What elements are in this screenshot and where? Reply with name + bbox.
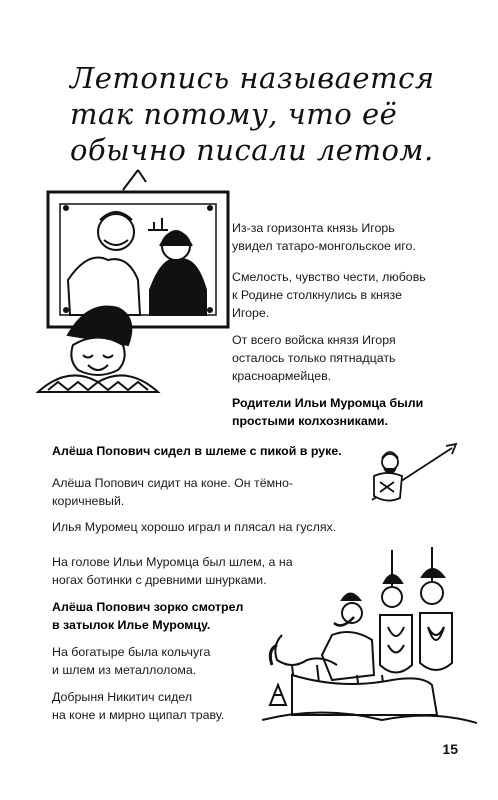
text-line: к Родине столкнулись в князе [232,288,402,302]
portrait-illustration [28,160,238,400]
alyosha-spear-illustration [362,440,462,510]
handwritten-heading [70,60,470,168]
paragraph [232,219,416,255]
text-line: Родители Ильи Муромца были [232,396,424,410]
paragraph-bold [52,598,243,634]
text-line: красноармейцев. [232,369,332,383]
text-line: ногах ботинки с древними шнурками. [52,573,267,587]
text-line: Добрыня Никитич сидел [52,690,193,704]
paragraph-bold [52,442,342,460]
heading-line: Летопись называется [70,61,435,95]
text-line: в затылок Илье Муромцу. [52,618,211,632]
paragraph [232,268,426,322]
paragraph [52,474,293,510]
heading-line: так потому, что её [70,97,398,131]
text-line: Из-за горизонта князь Игорь [232,221,395,235]
paragraph [52,643,210,679]
text-line: Алёша Попович сидел в шлеме с пикой в руке. [52,444,342,458]
text-line: и шлем из металлолома. [52,663,197,677]
paragraph [52,553,293,589]
text-line: Смелость, чувство чести, любовь [232,270,426,284]
bogatyrs-illustration [262,535,477,730]
text-line: От всего войска князя Игоря [232,333,396,347]
text-line: Игоре. [232,306,270,320]
text-line: На голове Ильи Муромца был шлем, а на [52,555,293,569]
paragraph [232,331,396,385]
text-line: коричневый. [52,494,125,508]
text-line: осталось только пятнадцать [232,351,396,365]
page-number: 15 [442,741,458,757]
paragraph [52,688,224,724]
text-line: Алёша Попович сидит на коне. Он тёмно- [52,476,293,490]
text-line: Илья Муромец хорошо играл и плясал на гуслях. [52,520,337,534]
heading-line: обычно писали летом. [70,133,434,167]
text-line: Алёша Попович зорко смотрел [52,600,244,614]
text-line: простыми колхозниками. [232,414,388,428]
text-line: На богатыре была кольчуга [52,645,211,659]
paragraph [52,518,336,536]
text-line: увидел татаро-монгольское иго. [232,239,416,253]
paragraph-bold [232,394,423,430]
text-line: на коне и мирно щипал траву. [52,708,225,722]
